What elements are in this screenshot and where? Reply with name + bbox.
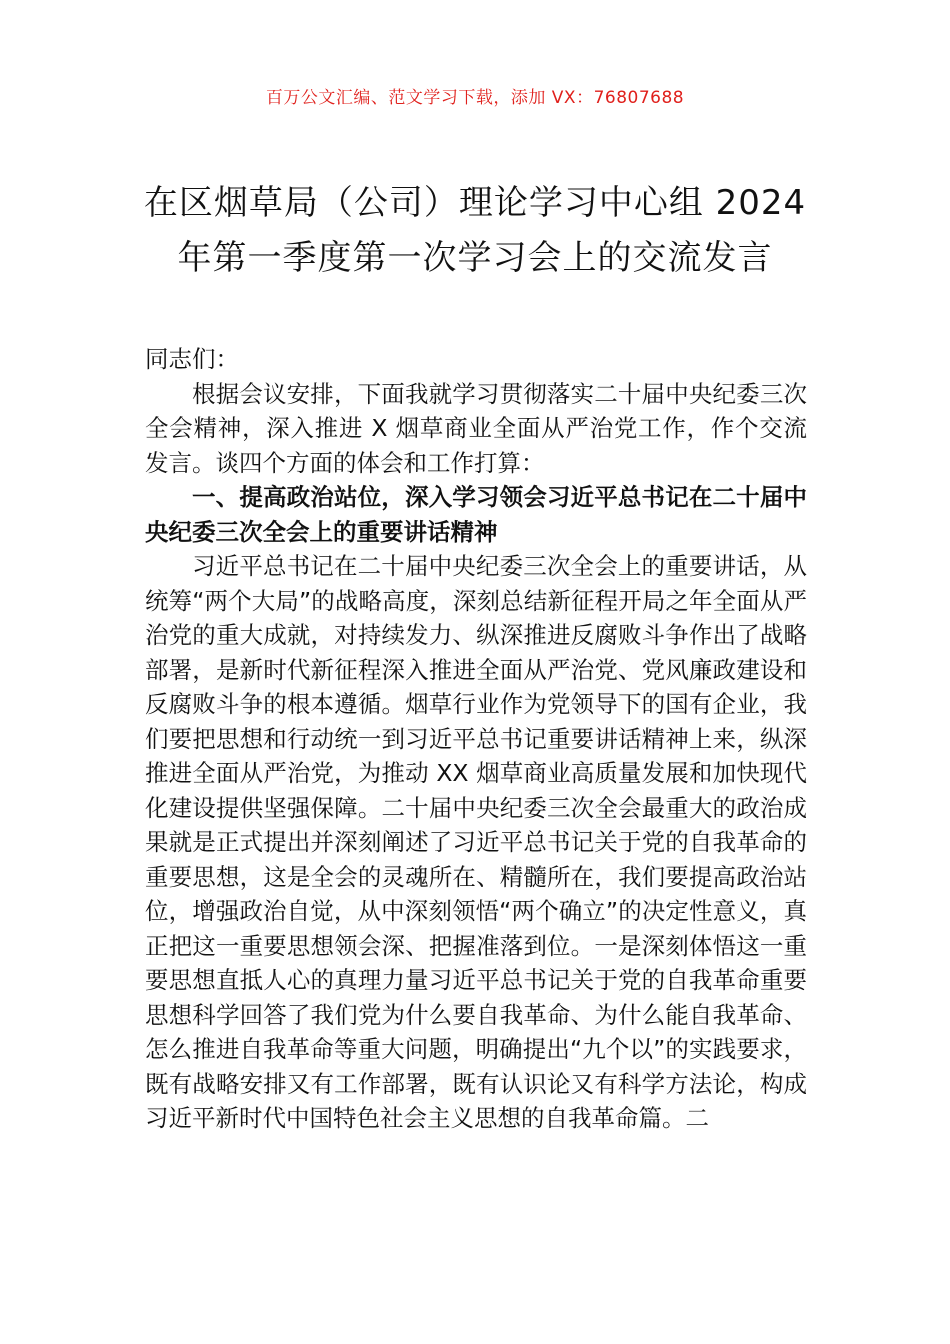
- section-heading-1: 一、提高政治站位，深入学习领会习近平总书记在二十届中央纪委三次全会上的重要讲话精神: [145, 483, 807, 546]
- intro-paragraph: 根据会议安排，下面我就学习贯彻落实二十届中央纪委三次全会精神，深入推进 X 烟草商业全面从严治党工作，作个交流发言。谈四个方面的体会和工作打算：: [145, 379, 807, 477]
- document-title: [120, 176, 830, 286]
- section-paragraph-1: 习近平总书记在二十届中央纪委三次全会上的重要讲话，从统筹“两个大局”的战略高度，深刻总结新征程开局之年全面从严治党的重大成就，对持续发力、纵深推进反腐败斗争作出了战略部署，是新时代新征程深入推进全面从严治党、党风廉政建设和反腐败斗争的根本遵循。烟草行业作为党领导下的国有企业，我们要把思想和行动统一到习近平总书记重要讲话精神上来，纵深推进全面从严治党，为推动 XX 烟草商业高质量发展和加快现代化建设提供坚强保障。二十届中央纪委三次全会最重大的政治成果就是正式提出并深刻阐述了习近平总书记关于党的自我革命的重要思想，这是全会的灵魂所在、精髓所在，我们要提高政治站位，增强政治自觉，从中深刻领悟“两个确立”的决定性意义，真正把这一重要思想领会深、把握准落到位。一是深刻体悟这一重要思想直抵人心的真理力量习近平总书记关于党的自我革命重要思想科学回答了我们党为什么要自我革命、为什么能自我革命、怎么推进自我革命等重大问题，明确提出“九个以”的实践要求，既有战略安排又有工作部署，既有认识论又有科学方法论，构成习近平新时代中国特色社会主义思想的自我革命篇。二: [145, 552, 807, 1132]
- title-line-2: 年第一季度第一次学习会上的交流发言: [177, 238, 773, 278]
- document-body: [145, 342, 807, 1136]
- title-line-1: 在区烟草局（公司）理论学习中心组 2024: [143, 183, 807, 223]
- salutation: 同志们：: [145, 345, 239, 373]
- watermark-banner: 百万公文汇编、范文学习下载，添加 VX：76807688: [265, 88, 685, 108]
